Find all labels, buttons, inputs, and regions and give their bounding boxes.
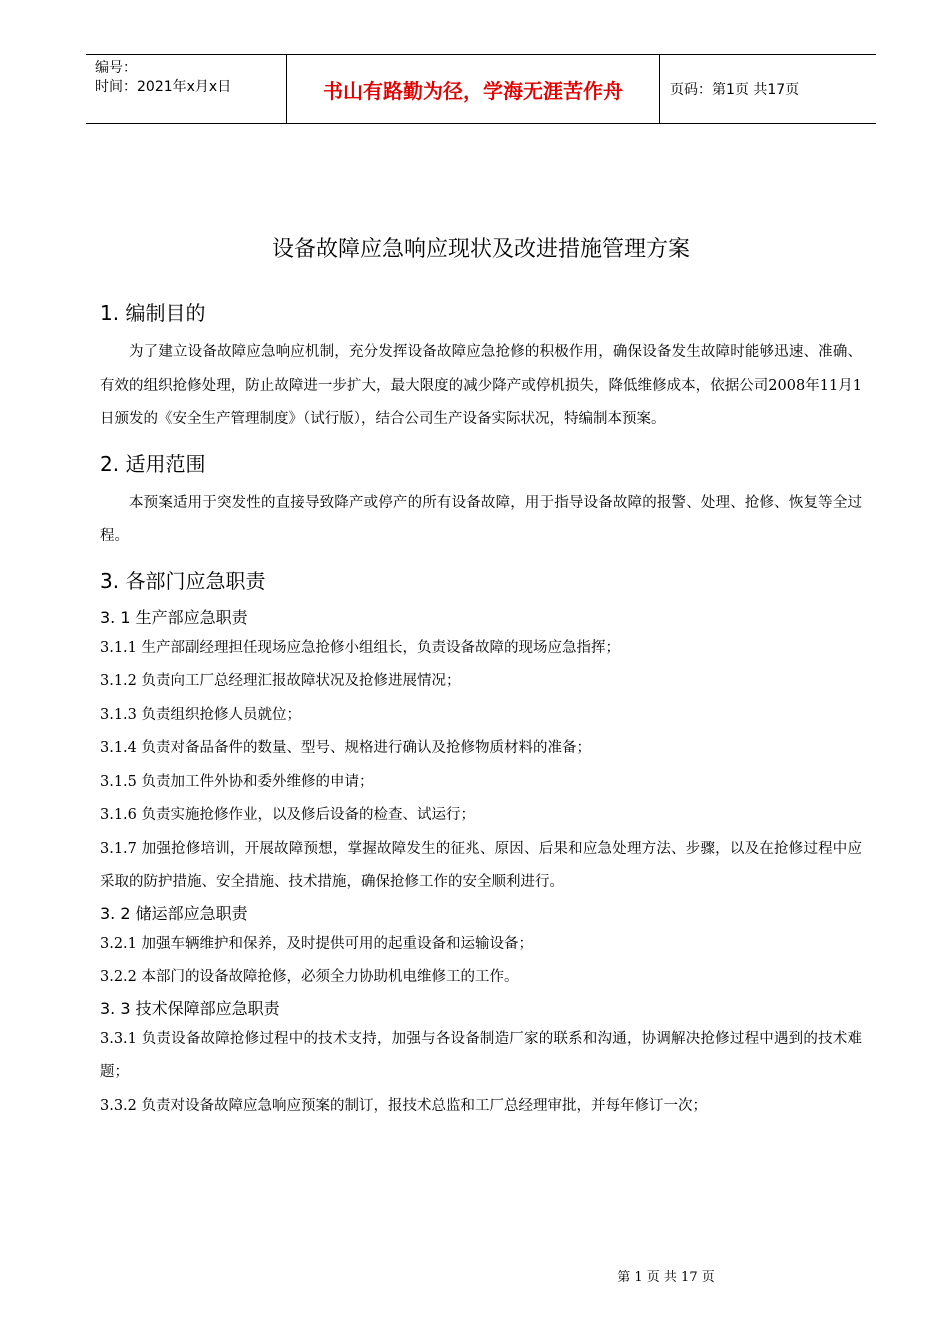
header-motto: 书山有路勤为径，学海无涯苦作舟: [286, 55, 660, 123]
list-item: 3.1.2 负责向工厂总经理汇报故障状况及抢修进展情况；: [100, 673, 461, 689]
page-header: [86, 54, 876, 124]
list-item: 3.1.1 生产部副经理担任现场应急抢修小组组长，负责设备故障的现场应急指挥；: [100, 639, 621, 656]
section-paragraph: 本预案适用于突发性的直接导致降产或停产的所有设备故障，用于指导设备故障的报警、处理、抢修、恢复等全过程。: [100, 494, 862, 544]
list-item: 3.2.2 本部门的设备故障抢修，必须全力协助机电维修工的工作。: [100, 969, 519, 985]
document-title: 设备故障应急响应现状及改进措施管理方案: [271, 237, 690, 262]
list-item: 3.1.6 负责实施抢修作业，以及修后设备的检查、试运行；: [100, 807, 476, 823]
list-item: 3.1.4 负责对备品备件的数量、型号、规格进行确认及抢修物质材料的准备；: [100, 740, 592, 756]
list-item: 3.1.3 负责组织抢修人员就位；: [100, 706, 302, 723]
list-item: 3.1.5 负责加工件外协和委外维修的申请；: [100, 773, 374, 790]
subsection-heading: 3. 3 技术保障部应急职责: [100, 998, 280, 1018]
header-page-info: 页码：第1页 共17页: [670, 82, 800, 98]
list-item: 3.1.7 加强抢修培训，开展故障预想，掌握故障发生的征兆、原因、后果和应急处理方法、步骤，以及在抢修过程中应采取的防护措施、安全措施、技术措施，确保抢修工作的安全顺利进行。: [100, 840, 862, 890]
list-item: 3.2.1 加强车辆维护和保养，及时提供可用的起重设备和运输设备；: [100, 935, 534, 952]
subsection-heading: 3. 2 储运部应急职责: [100, 903, 248, 923]
page-footer: 第 1 页 共 17 页: [617, 1270, 715, 1285]
list-item: 3.3.2 负责对设备故障应急响应预案的制订，报技术总监和工厂总经理审批，并每年修订一次；: [100, 1097, 707, 1114]
section-heading: 2. 适用范围: [100, 451, 206, 476]
doc-number-label: 编号：: [95, 60, 137, 76]
doc-date-label: 时间：2021年x月x日: [95, 79, 232, 95]
header-meta: [86, 55, 286, 123]
section-heading: 3. 各部门应急职责: [100, 568, 266, 593]
section-heading: 1. 编制目的: [100, 301, 206, 325]
section-paragraph: 为了建立设备故障应急响应机制，充分发挥设备故障应急抢修的积极作用，确保设备发生故障时能够迅速、准确、有效的组织抢修处理，防止故障进一步扩大，最大限度的减少降产或停机损失，降低维修成本，依据公司2008年11月1日颁发的《安全生产管理制度》（试行版），结合公司生产设备实际状况，特编制本预案。: [100, 344, 862, 427]
document-body: [100, 298, 862, 1123]
list-item: 3.3.1 负责设备故障抢修过程中的技术支持，加强与各设备制造厂家的联系和沟通，协调解决抢修过程中遇到的技术难题；: [100, 1030, 862, 1080]
subsection-heading: 3. 1 生产部应急职责: [100, 607, 248, 627]
